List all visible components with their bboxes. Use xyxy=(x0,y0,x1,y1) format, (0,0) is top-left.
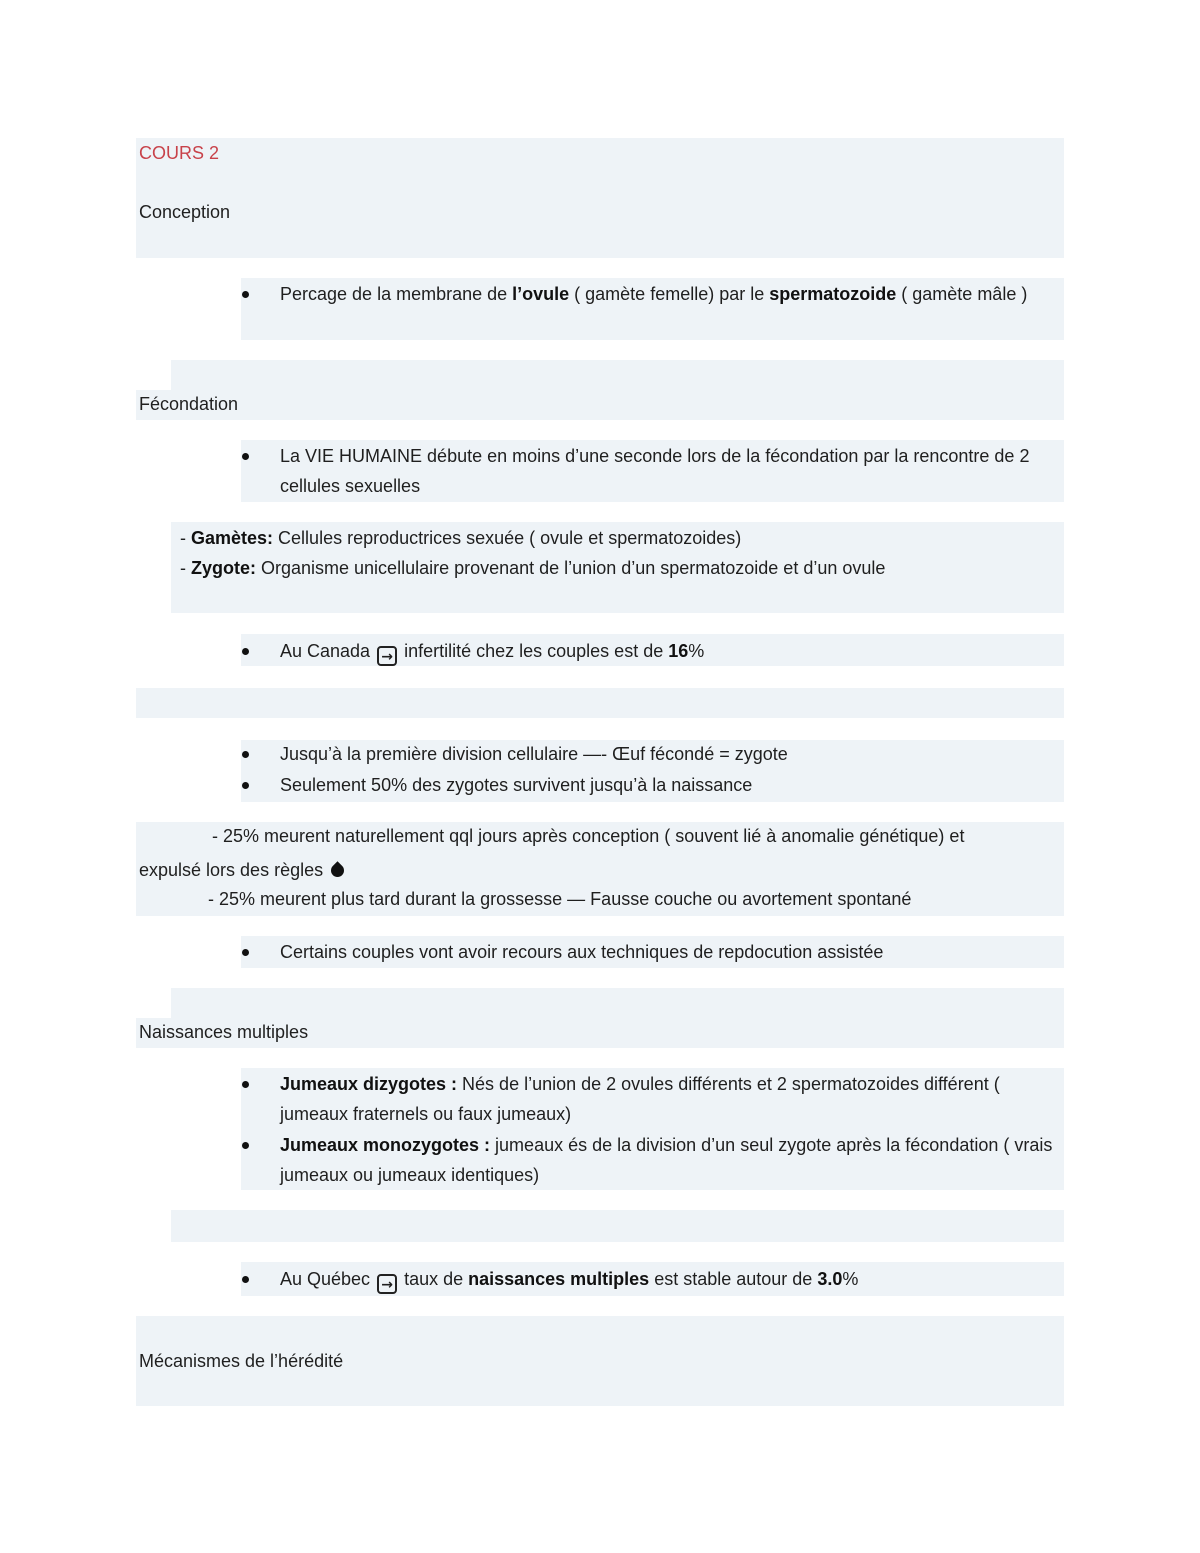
highlight-block xyxy=(136,390,1064,420)
highlight-block xyxy=(136,138,1064,258)
bullet-dot xyxy=(242,1142,249,1149)
list-item: Jumeaux monozygotes : jumeaux és de la division d’un seul zygote après la fécondation ( vrais jumeaux ou jumeaux identiques) xyxy=(280,1135,1053,1185)
highlight-block xyxy=(171,360,1064,390)
list-item: Certains couples vont avoir recours aux techniques de repdocution assistée xyxy=(280,942,884,962)
highlight-block xyxy=(136,688,1064,718)
section-heading-fecondation: Fécondation xyxy=(139,394,239,414)
list-item: Jumeaux dizygotes : Nés de l’union de 2 ovules différents et 2 spermatozoides différent ( jumeaux fraternels ou faux jumeaux) xyxy=(280,1074,1000,1124)
right-arrow-box-icon: → xyxy=(377,1274,397,1294)
bullet-dot xyxy=(242,648,249,655)
bullet-dot xyxy=(242,1276,249,1283)
list-item: Au Québec → taux de naissances multiples est stable autour de 3.0% xyxy=(280,1269,859,1293)
highlight-block xyxy=(171,1210,1064,1242)
list-item: Percage de la membrane de l’ovule ( gamète femelle) par le spermatozoide ( gamète mâle ) xyxy=(280,284,1028,304)
blood-drop-icon xyxy=(330,859,345,879)
bullet-dot xyxy=(242,949,249,956)
list-item: Seulement 50% des zygotes survivent jusqu’à la naissance xyxy=(280,775,753,795)
bullet-dot xyxy=(242,751,249,758)
definition-gametes: - Gamètes: Cellules reproductrices sexuée ( ovule et spermatozoides) xyxy=(180,528,742,548)
document-title: COURS 2 xyxy=(139,143,220,163)
highlight-block xyxy=(171,988,1064,1018)
list-item: Au Canada → infertilité chez les couples est de 16% xyxy=(280,641,705,665)
right-arrow-box-icon: → xyxy=(377,646,397,666)
list-item: La VIE HUMAINE débute en moins d’une seconde lors de la fécondation par la rencontre de 2 cellules sexuelles xyxy=(280,446,1030,496)
list-item: Jusqu’à la première division cellulaire —- Œuf fécondé = zygote xyxy=(280,744,788,764)
sub-point-continuation: expulsé lors des règles xyxy=(139,855,345,885)
section-heading-heredite: Mécanismes de l’hérédité xyxy=(139,1351,344,1371)
sub-point: - 25% meurent naturellement qql jours après conception ( souvent lié à anomalie génétique) et xyxy=(212,826,965,846)
sub-point: - 25% meurent plus tard durant la grossesse — Fausse couche ou avortement spontané xyxy=(208,889,912,909)
bullet-dot xyxy=(242,782,249,789)
bullet-dot xyxy=(242,291,249,298)
bullet-dot xyxy=(242,1081,249,1088)
section-heading-conception: Conception xyxy=(139,202,231,222)
bullet-dot xyxy=(242,453,249,460)
section-heading-naissances: Naissances multiples xyxy=(139,1022,309,1042)
definition-zygote: - Zygote: Organisme unicellulaire provenant de l’union d’un spermatozoide et d’un ovule xyxy=(180,558,886,578)
